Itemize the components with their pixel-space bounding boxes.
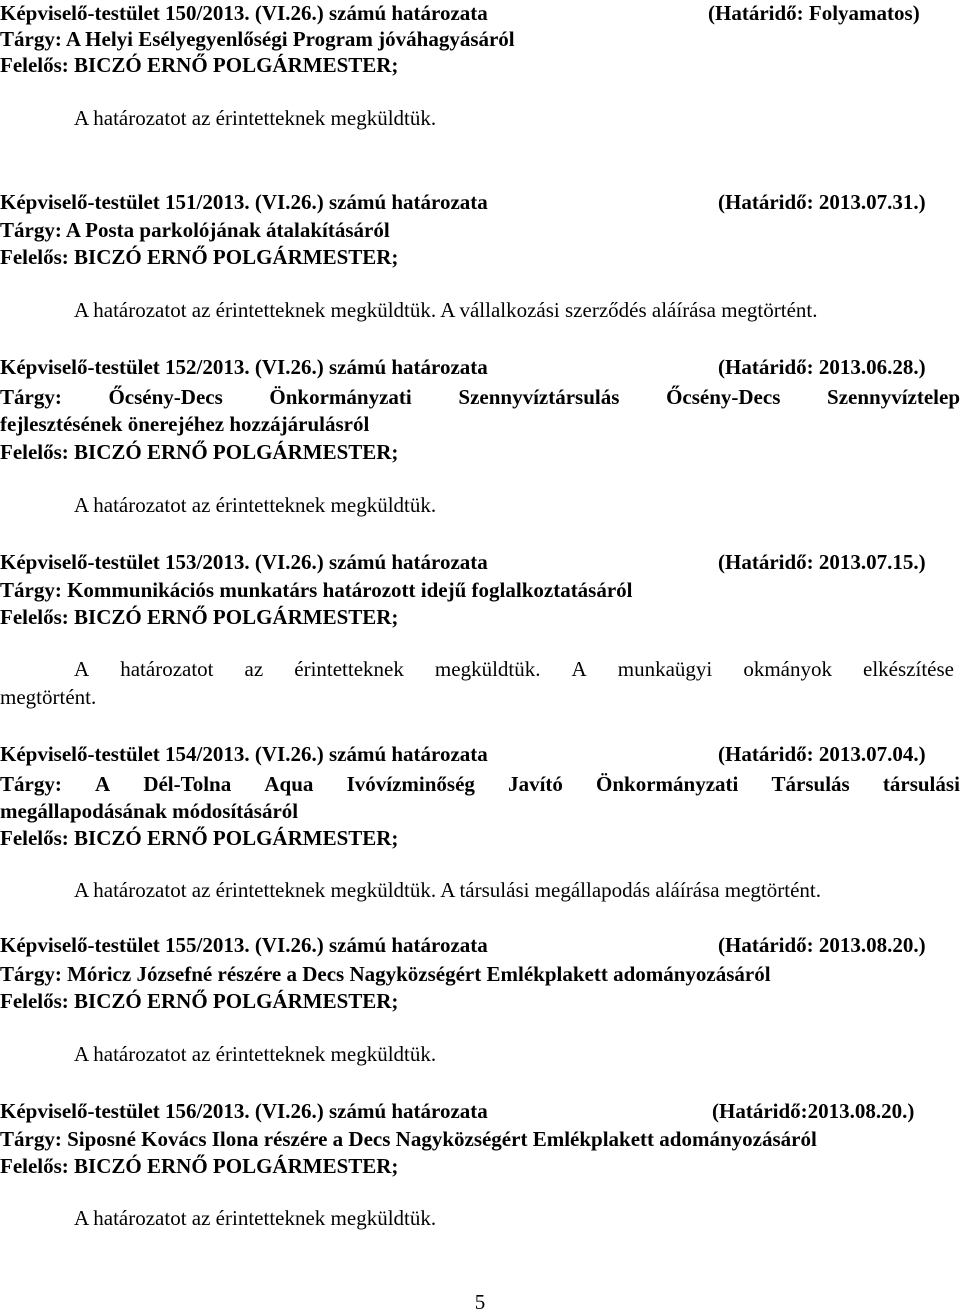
resolution-subject: Tárgy: Kommunikációs munkatárs határozott idejű foglalkoztatásáról [0, 578, 633, 602]
deadline: (Határidő: 2013.07.31.) [718, 190, 926, 214]
deadline: (Határidő: 2013.06.28.) [718, 355, 926, 379]
resolution-heading: Képviselő-testület 154/2013. (VI.26.) számú határozata (Határidő: 2013.07.04.) [0, 742, 926, 766]
deadline: (Határidő: 2013.07.15.) [718, 550, 926, 574]
resolution-subject: Tárgy: A Dél-Tolna Aqua Ivóvízminőség Javító Önkormányzati Társulás társulási [0, 772, 960, 796]
resolution-heading: Képviselő-testület 151/2013. (VI.26.) számú határozata (Határidő: 2013.07.31.) [0, 190, 926, 214]
resolution-subject: Tárgy: Móricz Józsefné részére a Decs Nagyközségért Emlékplakett adományozásáról [0, 962, 771, 986]
resolution-note: A határozatot az érintetteknek megküldtük. A vállalkozási szerződés aláírása megtörtént. [74, 298, 818, 322]
deadline: (Határidő: Folyamatos) [708, 1, 920, 25]
resolution-responsible: Felelős: BICZÓ ERNŐ POLGÁRMESTER; [0, 1154, 399, 1178]
resolution-responsible: Felelős: BICZÓ ERNŐ POLGÁRMESTER; [0, 826, 399, 850]
resolution-responsible: Felelős: BICZÓ ERNŐ POLGÁRMESTER; [0, 440, 399, 464]
resolution-responsible: Felelős: BICZÓ ERNŐ POLGÁRMESTER; [0, 245, 399, 269]
resolution-responsible: Felelős: BICZÓ ERNŐ POLGÁRMESTER; [0, 989, 399, 1013]
resolution-heading: Képviselő-testület 155/2013. (VI.26.) számú határozata (Határidő: 2013.08.20.) [0, 933, 926, 957]
resolution-subject-cont: fejlesztésének önerejéhez hozzájárulásról [0, 412, 370, 436]
resolution-responsible: Felelős: BICZÓ ERNŐ POLGÁRMESTER; [0, 605, 399, 629]
resolution-heading: Képviselő-testület 156/2013. (VI.26.) számú határozata (Határidő:2013.08.20.) [0, 1099, 915, 1123]
resolution-subject: Tárgy: A Posta parkolójának átalakításáról [0, 218, 390, 242]
resolution-subject: Tárgy: Őcsény-Decs Önkormányzati Szennyvíztársulás Őcsény-Decs Szennyvíztelep [0, 385, 960, 409]
resolution-note: A határozatot az érintetteknek megküldtük. A társulási megállapodás aláírása megtörtént. [74, 878, 821, 902]
resolution-note: A határozatot az érintetteknek megküldtük. [74, 1042, 437, 1066]
resolution-note: A határozatot az érintetteknek megküldtük. A munkaügyi okmányok elkészítése [74, 657, 954, 681]
page-number: 5 [474, 1290, 486, 1314]
deadline: (Határidő: 2013.07.04.) [718, 742, 926, 766]
resolution-note: A határozatot az érintetteknek megküldtük. [74, 106, 437, 130]
deadline: (Határidő:2013.08.20.) [712, 1099, 915, 1123]
resolution-subject-cont: megállapodásának módosításáról [0, 799, 299, 823]
resolution-note: A határozatot az érintetteknek megküldtük. [74, 493, 437, 517]
resolution-heading: Képviselő-testület 150/2013. (VI.26.) számú határozata (Határidő: Folyamatos) [0, 1, 920, 25]
resolution-heading: Képviselő-testület 152/2013. (VI.26.) számú határozata (Határidő: 2013.06.28.) [0, 355, 926, 379]
deadline: (Határidő: 2013.08.20.) [718, 933, 926, 957]
resolution-subject: Tárgy: A Helyi Esélyegyenlőségi Program jóváhagyásáról [0, 27, 515, 51]
resolution-subject: Tárgy: Siposné Kovács Ilona részére a Decs Nagyközségért Emlékplakett adományozásáról [0, 1127, 817, 1151]
resolution-note: A határozatot az érintetteknek megküldtük. [74, 1206, 437, 1230]
resolution-note-cont: megtörtént. [0, 685, 97, 709]
resolution-heading: Képviselő-testület 153/2013. (VI.26.) számú határozata (Határidő: 2013.07.15.) [0, 550, 926, 574]
resolution-responsible: Felelős: BICZÓ ERNŐ POLGÁRMESTER; [0, 53, 399, 77]
